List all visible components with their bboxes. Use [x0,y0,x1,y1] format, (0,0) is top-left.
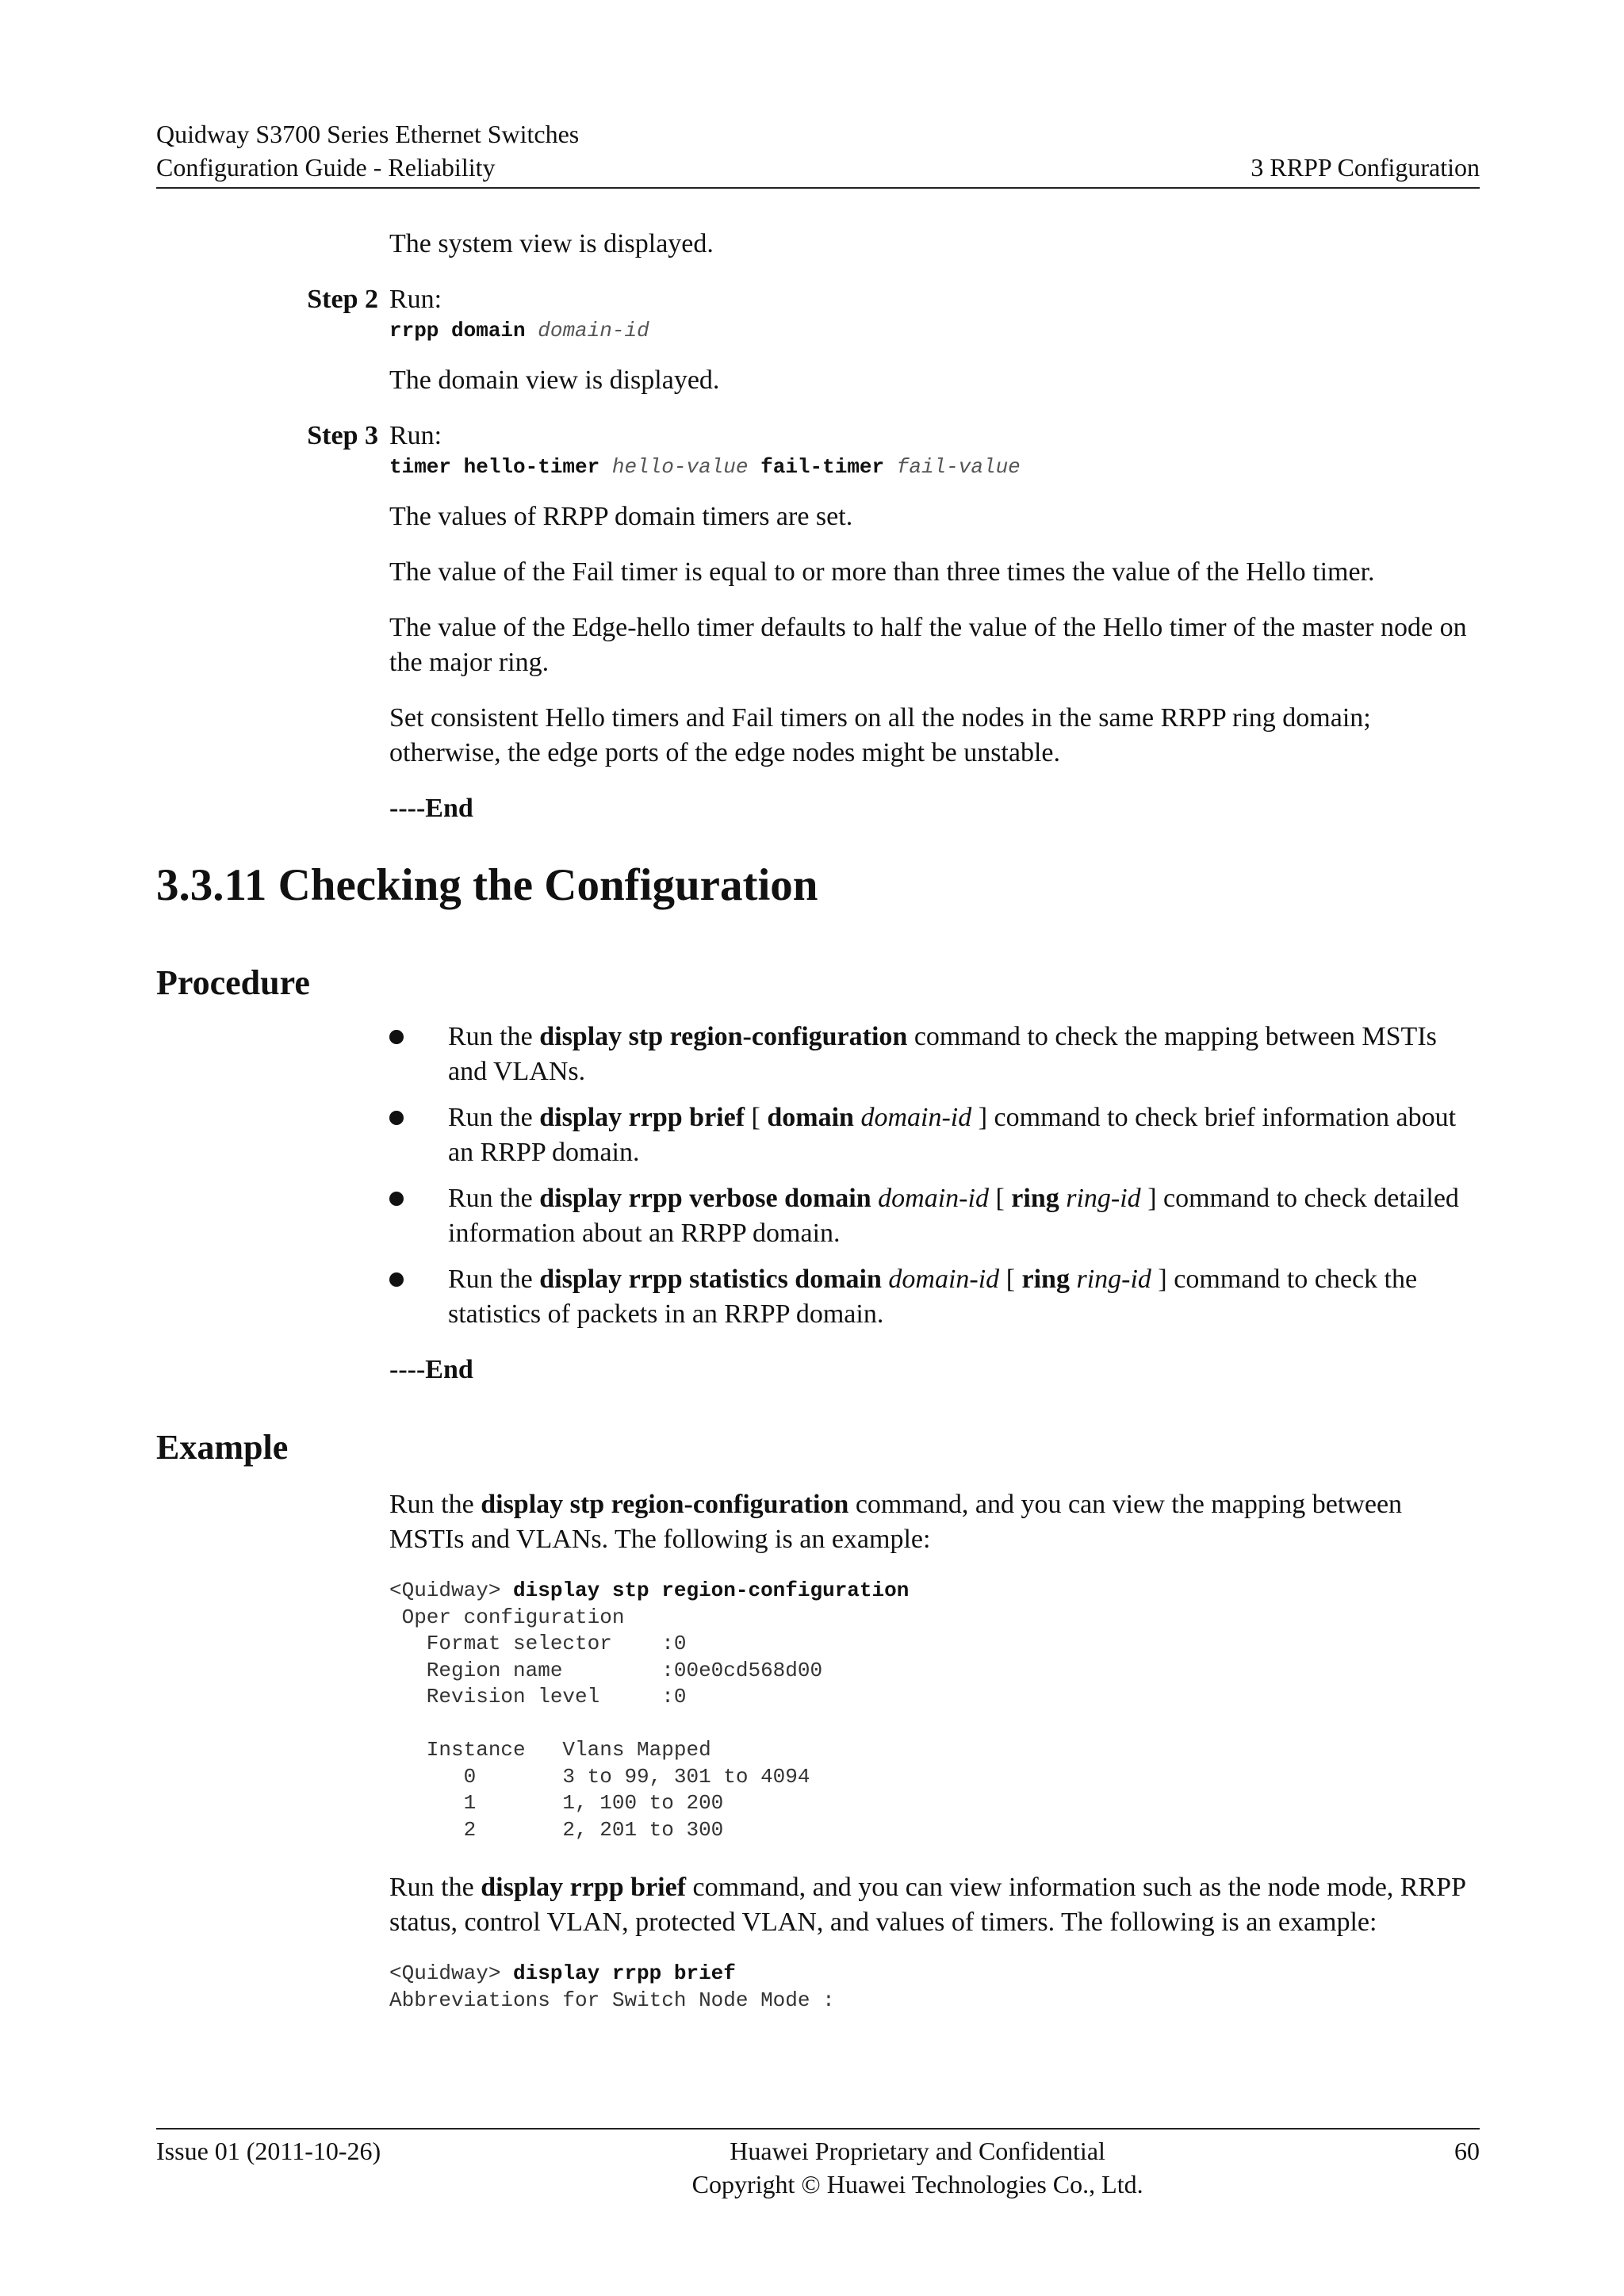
step-label: Step 3 [307,421,378,450]
header-guide-title: Configuration Guide - Reliability [156,153,496,182]
text-run: Run the [448,1022,540,1051]
text-run: ring [1021,1265,1070,1294]
step-description: The values of RRPP domain timers are set. [389,502,853,531]
text-run: Instance Vlans Mapped [389,1738,711,1762]
text-run: domain-id [860,1103,972,1132]
text-run: display rrpp verbose domain [539,1184,871,1213]
example2-code-block [389,1961,1480,2014]
text-run: Run the [448,1265,540,1294]
text-run [1059,1184,1067,1213]
text-run: Region name :00e0cd568d00 [389,1658,823,1682]
procedure-bullet-item [389,1100,1480,1170]
step-description: The value of the Edge-hello timer defaults to half the value of the Hello timer of the master node on the major ring. [389,613,1467,677]
page-content [156,227,1480,2041]
text-run [526,319,538,342]
text-run: 2 2, 201 to 300 [389,1817,724,1842]
text-run: Run the [389,1873,481,1902]
text-run: Abbreviations for Switch Node Mode : [389,1988,835,2012]
step-description: Set consistent Hello timers and Fail timers on all the nodes in the same RRPP ring domain; otherwise, the edge ports of the edge nodes might be unstable. [389,703,1371,767]
example2-text [389,1870,1480,1940]
end-marker: ----End [389,794,473,823]
text-run: display stp region-configuration [513,1578,910,1602]
text-run: display stp region-configuration [539,1022,908,1051]
procedure-list [389,1020,1480,1332]
text-run: ] command to check detailed information about an RRPP domain. [448,1184,1459,1248]
code-line [389,1791,723,1815]
text-run: Oper configuration [389,1605,625,1629]
text-run: fail-timer [760,455,885,479]
steps-container [156,282,1480,791]
code-line [389,1605,624,1629]
text-run: display rrpp brief [513,1961,736,1985]
text-run: [ [745,1103,768,1132]
intro-text: The system view is displayed. [389,229,714,258]
bullet-dot-icon [389,1272,404,1287]
text-run: hello-value [611,455,749,479]
code-line [389,1632,686,1655]
procedure-bullet-item [389,1181,1480,1251]
text-run: display stp region-configuration [481,1490,849,1519]
text-run: command, and you can view information such as the node mode, RRPP status, control VLAN, protected VLAN, and values of timers. The following is an example: [389,1873,1465,1937]
procedure-heading: Procedure [156,963,310,1002]
text-run: domain [767,1103,854,1132]
text-run: ring [1011,1184,1059,1213]
code-line [389,1818,723,1842]
procedure-bullet-item [389,1020,1480,1089]
procedure-end-marker: ----End [389,1355,473,1384]
code-line [389,1765,810,1789]
text-run: Run the [448,1103,540,1132]
text-run: [ [988,1184,1012,1213]
step-command [389,453,1480,480]
code-line [389,1738,711,1762]
step-label: Step 2 [307,285,378,314]
code-line [389,1659,822,1682]
text-run: domain-id [888,1265,1000,1294]
step-description: The domain view is displayed. [389,365,720,395]
text-run [599,455,612,479]
code-line [389,1685,686,1709]
text-run: ] command to check brief information about an RRPP domain. [448,1103,1457,1167]
code-line [389,1961,736,1985]
text-run: display rrpp brief [539,1103,745,1132]
text-run: domain-id [878,1184,989,1213]
bullet-dot-icon [389,1030,404,1044]
step-run-text: Run: [389,285,442,314]
code-line [389,1578,909,1602]
text-run: 1 1, 100 to 200 [389,1791,724,1815]
step-command [389,317,1480,344]
text-run: fail-value [896,455,1021,479]
text-run: command, and you can view the mapping between MSTIs and VLANs. The following is an example: [389,1490,1403,1554]
page-header [156,117,1480,189]
bullet-dot-icon [389,1192,404,1206]
procedure-bullet-item [389,1262,1480,1332]
step-run-text: Run: [389,421,442,450]
page-footer [156,2128,1480,2201]
text-run: <Quidway> [389,1578,514,1602]
text-run: timer hello-timer [389,455,600,479]
example-heading: Example [156,1428,289,1467]
text-run: ring-id [1076,1265,1151,1294]
bullet-dot-icon [389,1111,404,1125]
footer-copyright: Copyright © Huawei Technologies Co., Ltd. [691,2170,1143,2198]
text-run: Format selector :0 [389,1632,687,1655]
section-title: 3.3.11 Checking the Configuration [156,860,818,910]
header-product-title: Quidway S3700 Series Ethernet Switches [156,120,580,148]
text-run: <Quidway> [389,1961,514,1985]
text-run: command to check the mapping between MSTIs and VLANs. [448,1022,1437,1086]
code-line [389,1988,835,2012]
text-run: Run the [389,1490,481,1519]
text-run: display rrpp statistics domain [539,1265,882,1294]
footer-page-number: 60 [1454,2137,1480,2165]
text-run: ] command to check the statistics of packets in an RRPP domain. [448,1265,1418,1329]
step-description: The value of the Fail timer is equal to or more than three times the value of the Hello timer. [389,557,1375,587]
text-run: [ [999,1265,1022,1294]
example1-text [389,1487,1480,1557]
procedure-step [156,419,1480,791]
procedure-step [156,282,1480,419]
text-run: Revision level :0 [389,1685,687,1709]
footer-confidential: Huawei Proprietary and Confidential [730,2137,1105,2165]
text-run: Run the [448,1184,540,1213]
text-run: 0 3 to 99, 301 to 4094 [389,1764,810,1789]
example1-code-block [389,1578,1480,1843]
text-run: display rrpp brief [481,1873,687,1902]
text-run [884,455,897,479]
text-run [749,455,761,479]
text-run: ring-id [1066,1184,1141,1213]
footer-issue: Issue 01 (2011-10-26) [156,2137,381,2165]
text-run: domain-id [538,319,649,342]
text-run: rrpp domain [389,319,526,342]
text-run [871,1184,879,1213]
header-chapter-title: 3 RRPP Configuration [1251,153,1480,182]
